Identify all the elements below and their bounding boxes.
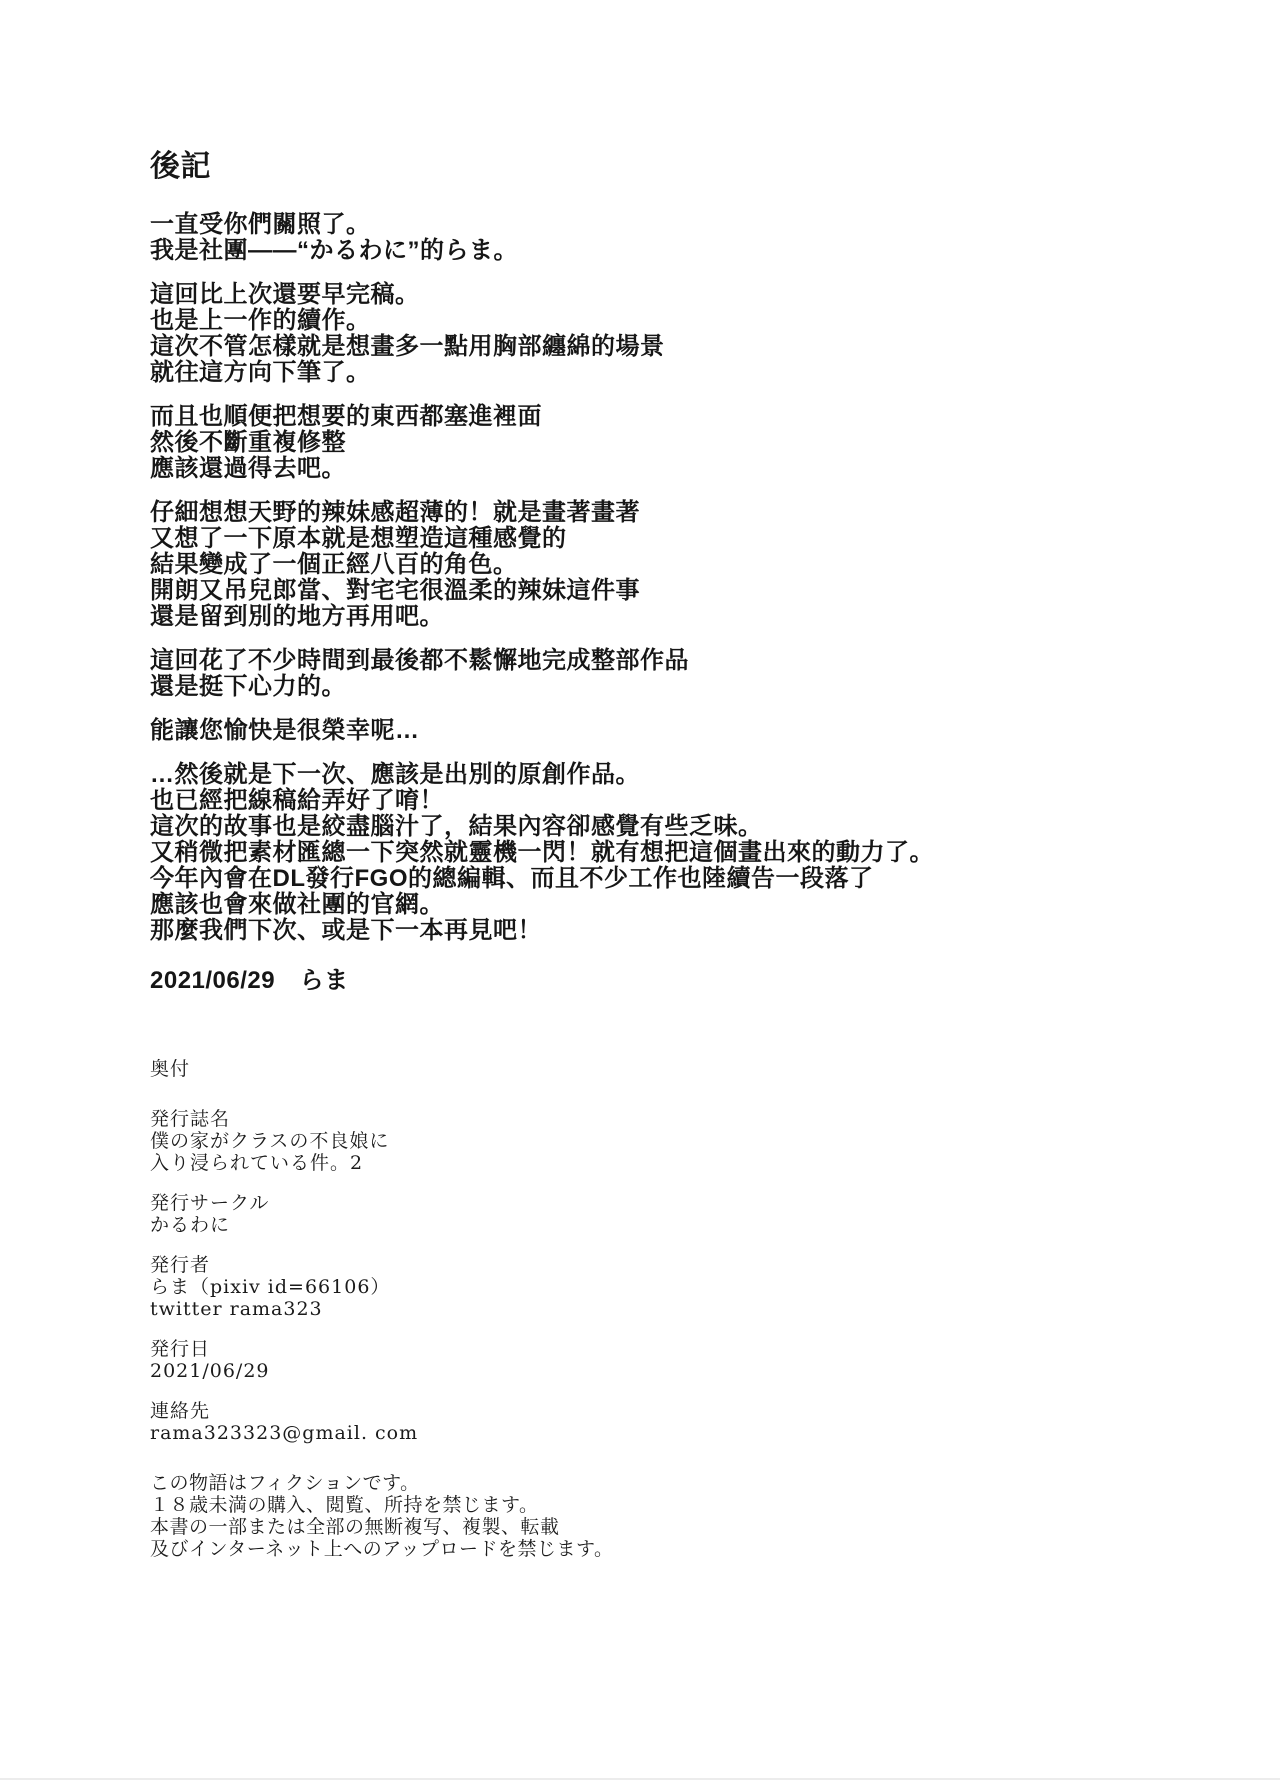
text-line: 2021/06/29 xyxy=(150,1360,270,1382)
colophon-label: 連絡先 xyxy=(150,1400,211,1422)
text-line: rama323323@gmail. com xyxy=(150,1422,419,1444)
text-line: 結果變成了一個正經八百的角色。 xyxy=(150,551,518,578)
afterword-paragraph xyxy=(150,212,1200,264)
text-line: 今年內會在DL發行FGO的總編輯、而且不少工作也陸續告一段落了 xyxy=(150,865,874,892)
colophon-disclaimer xyxy=(150,1472,1050,1560)
text-line: twitter rama323 xyxy=(150,1298,323,1320)
text-line: 還是挺下心力的。 xyxy=(150,673,346,700)
text-line: 而且也順便把想要的東西都塞進裡面 xyxy=(150,403,542,430)
text-line: 又稍微把素材匯總一下突然就靈機一閃！就有想把這個畫出來的動力了。 xyxy=(150,839,934,866)
text-line: 這回花了不少時間到最後都不鬆懈地完成整部作品 xyxy=(150,647,689,674)
colophon-publication-name xyxy=(150,1108,1050,1174)
colophon-section xyxy=(150,1058,1050,1560)
text-line: 開朗又吊兒郎當、對宅宅很溫柔的辣妹這件事 xyxy=(150,577,640,604)
text-line: 我是社團——“かるわに”的らま。 xyxy=(150,237,518,264)
afterword-paragraph xyxy=(150,282,1200,386)
afterword-paragraph xyxy=(150,718,1200,744)
colophon-title: 奥付 xyxy=(150,1058,191,1080)
text-line: 及びインターネット上へのアップロードを禁じます。 xyxy=(150,1538,614,1560)
date-signature: 2021/06/29 らま xyxy=(150,967,349,994)
colophon-label: 発行誌名 xyxy=(150,1108,231,1130)
text-line: 就往這方向下筆了。 xyxy=(150,359,371,386)
text-line: らま（pixiv id=66106） xyxy=(150,1276,391,1298)
colophon-label: 発行サークル xyxy=(150,1192,270,1214)
colophon-circle xyxy=(150,1192,1050,1236)
text-line: 一直受你們關照了。 xyxy=(150,211,371,238)
text-line: 這次的故事也是絞盡腦汁了，結果內容卻感覺有些乏味。 xyxy=(150,813,763,840)
text-line: 仔細想想天野的辣妹感超薄的！就是畫著畫著 xyxy=(150,499,640,526)
afterword-paragraph xyxy=(150,648,1200,700)
text-line: 這次不管怎樣就是想畫多一點用胸部纏綿的場景 xyxy=(150,333,665,360)
text-line: 應該也會來做社團的官網。 xyxy=(150,891,444,918)
text-line: 也已經把線稿給弄好了唷！ xyxy=(150,787,444,814)
colophon-contact xyxy=(150,1400,1050,1444)
text-line: 還是留到別的地方再用吧。 xyxy=(150,603,444,630)
text-line: 能讓您愉快是很榮幸呢… xyxy=(150,717,420,744)
text-line: 本書の一部または全部の無断複写、複製、転載 xyxy=(150,1516,560,1538)
colophon-publisher xyxy=(150,1254,1050,1320)
afterword-section xyxy=(150,150,1200,994)
text-line: 又想了一下原本就是想塑造這種感覺的 xyxy=(150,525,567,552)
text-line: この物語はフィクションです。 xyxy=(150,1472,420,1494)
afterword-paragraph xyxy=(150,404,1200,482)
text-line: 這回比上次還要早完稿。 xyxy=(150,281,420,308)
text-line: 然後不斷重複修整 xyxy=(150,429,346,456)
text-line: 入り浸られている件。2 xyxy=(150,1152,364,1174)
text-line: 應該還過得去吧。 xyxy=(150,455,346,482)
text-line: かるわに xyxy=(150,1214,231,1236)
text-line: 那麼我們下次、或是下一本再見吧！ xyxy=(150,917,542,944)
text-line: …然後就是下一次、應該是出別的原創作品。 xyxy=(150,761,640,788)
colophon-publish-date xyxy=(150,1338,1050,1382)
colophon-label: 発行日 xyxy=(150,1338,211,1360)
text-line: 僕の家がクラスの不良娘に xyxy=(150,1130,390,1152)
colophon-label: 発行者 xyxy=(150,1254,211,1276)
text-line: １８歳未満の購入、閲覧、所持を禁じます。 xyxy=(150,1494,539,1516)
afterword-paragraph xyxy=(150,762,1200,944)
afterword-heading: 後記 xyxy=(150,150,211,183)
text-line: 也是上一作的續作。 xyxy=(150,307,371,334)
afterword-paragraph xyxy=(150,500,1200,630)
